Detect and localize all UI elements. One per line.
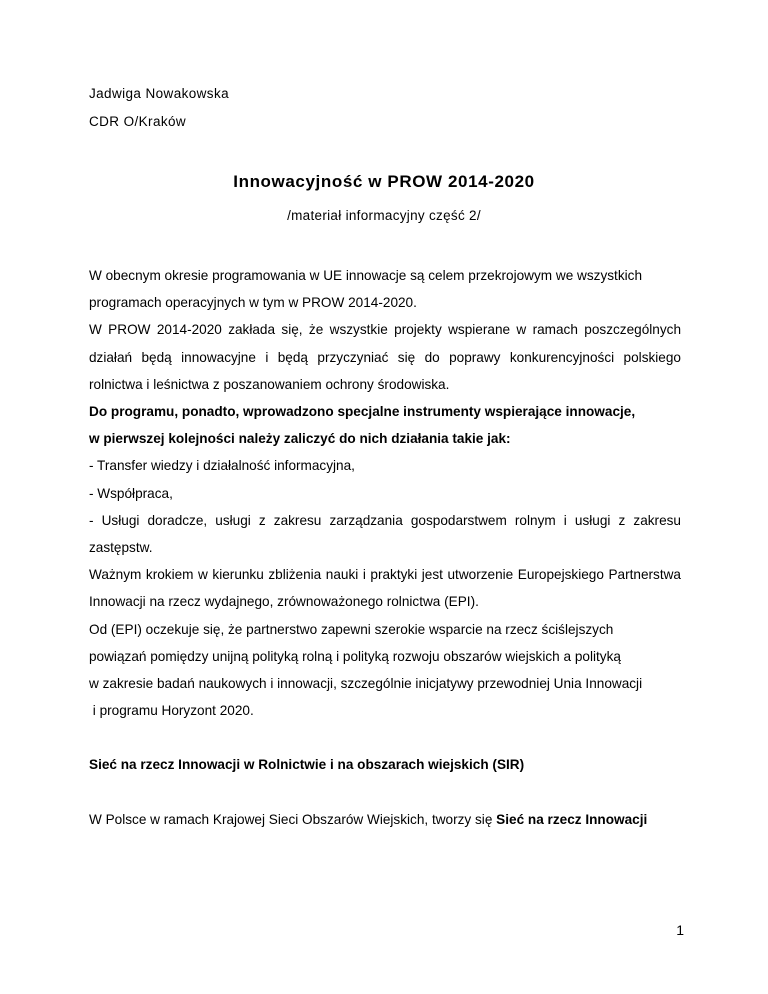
- document-subtitle: /materiał informacyjny część 2/: [287, 208, 481, 223]
- bold-instruments-line-2: w pierwszej kolejności należy zaliczyć do nich działania takie jak:: [89, 431, 511, 447]
- author-organization: CDR O/Kraków: [89, 114, 187, 129]
- paragraph-projects: W PROW 2014-2020 zakłada się, że wszystkie projekty wspierane w ramach poszczególnych działań będą innowacyjne i będą przyczyniać się do poprawy konkurencyjności polskiego rolnictwa i leśnictwa z poszanowaniem ochrony środowiska.: [89, 322, 681, 392]
- paragraph-expectations-line-1: Od (EPI) oczekuje się, że partnerstwo zapewni szerokie wsparcie na rzecz ściślejszych: [89, 621, 614, 637]
- page-number: 1: [676, 922, 684, 938]
- paragraph-sir-intro: [89, 806, 681, 833]
- sir-intro-bold: Sieć na rzecz Innowacji: [496, 811, 648, 827]
- section-heading-sir: Sieć na rzecz Innowacji w Rolnictwie i na obszarach wiejskich (SIR): [89, 757, 525, 773]
- paragraph-expectations-line-2: powiązań pomiędzy unijną polityką rolną i polityką rozwoju obszarów wiejskich a polityką: [89, 648, 621, 664]
- list-item: - Transfer wiedzy i działalność informacyjna,: [89, 458, 355, 474]
- author-block: [89, 86, 229, 142]
- bold-instruments-line-1: Do programu, ponadto, wprowadzono specjalne instrumenty wspierające innowacje,: [89, 404, 636, 420]
- paragraph-epi: Ważnym krokiem w kierunku zbliżenia nauki i praktyki jest utworzenie Europejskiego Partnerstwa Innowacji na rzecz wydajnego, zrównoważonego rolnictwa (EPI).: [89, 567, 681, 610]
- paragraph-intro-line-2: programach operacyjnych w tym w PROW 2014-2020.: [89, 295, 417, 311]
- document-body: [89, 262, 681, 833]
- list-item: - Usługi doradcze, usługi z zakresu zarządzania gospodarstwem rolnym i usługi z zakresu zastępstw.: [89, 512, 681, 556]
- paragraph-expectations-line-3: w zakresie badań naukowych i innowacji, szczególnie inicjatywy przewodniej Unia Innowacji: [89, 676, 643, 692]
- blank-line: [89, 724, 681, 751]
- blank-line: [89, 779, 681, 806]
- sir-intro-text: W Polsce w ramach Krajowej Sieci Obszarów Wiejskich, tworzy się: [89, 811, 497, 827]
- document-title: Innowacyjność w PROW 2014-2020: [233, 172, 535, 191]
- author-name: Jadwiga Nowakowska: [89, 86, 230, 101]
- paragraph-intro-line-1: W obecnym okresie programowania w UE innowacje są celem przekrojowym we wszystkich: [89, 268, 643, 283]
- list-item: - Współpraca,: [89, 485, 173, 501]
- paragraph-expectations-line-4: i programu Horyzont 2020.: [89, 703, 254, 719]
